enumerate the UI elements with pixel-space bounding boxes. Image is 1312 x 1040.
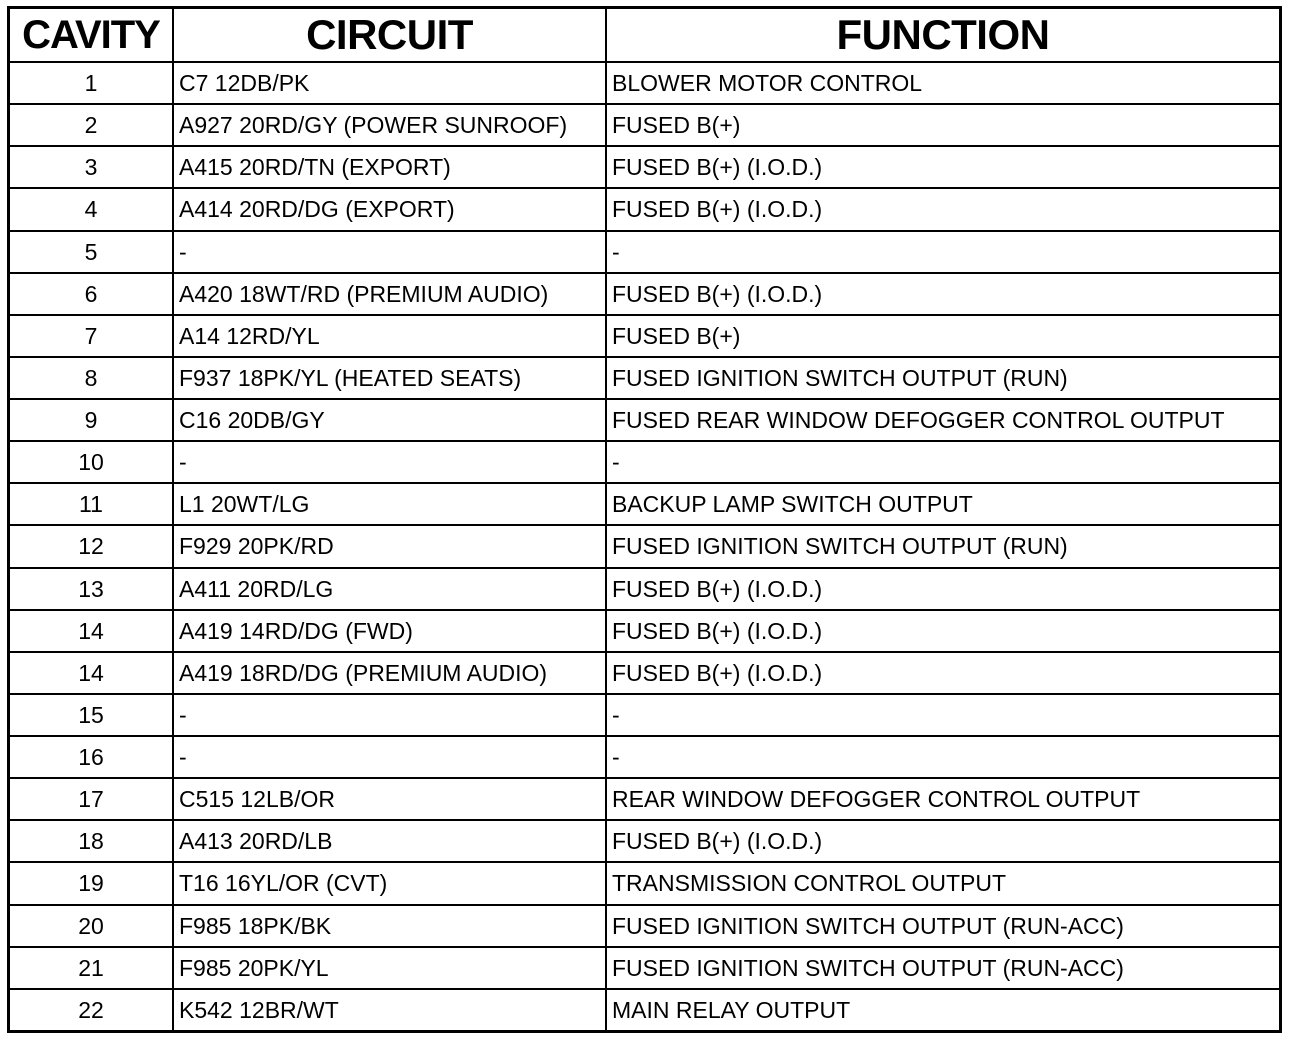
- header-circuit: CIRCUIT: [173, 9, 606, 62]
- cavity-cell: 13: [10, 568, 173, 610]
- table-row: [10, 778, 1279, 820]
- cavity-cell: 22: [10, 989, 173, 1030]
- cavity-cell: 18: [10, 820, 173, 862]
- cavity-cell: 19: [10, 862, 173, 904]
- cavity-cell: 21: [10, 947, 173, 989]
- function-cell: BLOWER MOTOR CONTROL: [606, 62, 1279, 104]
- table-row: [10, 610, 1279, 652]
- circuit-cell: T16 16YL/OR (CVT): [173, 862, 606, 904]
- table-header-row: [10, 9, 1279, 62]
- cavity-cell: 16: [10, 736, 173, 778]
- circuit-cell: C16 20DB/GY: [173, 399, 606, 441]
- function-cell: BACKUP LAMP SWITCH OUTPUT: [606, 483, 1279, 525]
- table-row: [10, 736, 1279, 778]
- cavity-cell: 5: [10, 231, 173, 273]
- table-row: [10, 273, 1279, 315]
- function-cell: FUSED B(+) (I.O.D.): [606, 568, 1279, 610]
- circuit-cell: A413 20RD/LB: [173, 820, 606, 862]
- cavity-cell: 9: [10, 399, 173, 441]
- table-row: [10, 820, 1279, 862]
- header-cavity: CAVITY: [10, 9, 173, 62]
- function-cell: -: [606, 441, 1279, 483]
- circuit-cell: K542 12BR/WT: [173, 989, 606, 1030]
- circuit-cell: L1 20WT/LG: [173, 483, 606, 525]
- table-row: [10, 357, 1279, 399]
- header-function: FUNCTION: [606, 9, 1279, 62]
- cavity-cell: 20: [10, 905, 173, 947]
- function-cell: TRANSMISSION CONTROL OUTPUT: [606, 862, 1279, 904]
- circuit-cell: C515 12LB/OR: [173, 778, 606, 820]
- cavity-cell: 12: [10, 525, 173, 567]
- circuit-cell: A927 20RD/GY (POWER SUNROOF): [173, 104, 606, 146]
- function-cell: FUSED B(+) (I.O.D.): [606, 146, 1279, 188]
- function-cell: -: [606, 231, 1279, 273]
- function-cell: FUSED B(+) (I.O.D.): [606, 188, 1279, 230]
- cavity-cell: 7: [10, 315, 173, 357]
- function-cell: FUSED B(+) (I.O.D.): [606, 273, 1279, 315]
- cavity-cell: 15: [10, 694, 173, 736]
- function-cell: REAR WINDOW DEFOGGER CONTROL OUTPUT: [606, 778, 1279, 820]
- function-cell: FUSED IGNITION SWITCH OUTPUT (RUN): [606, 357, 1279, 399]
- circuit-cell: F985 18PK/BK: [173, 905, 606, 947]
- table-row: [10, 905, 1279, 947]
- circuit-cell: -: [173, 736, 606, 778]
- circuit-cell: -: [173, 441, 606, 483]
- table-row: [10, 399, 1279, 441]
- function-cell: MAIN RELAY OUTPUT: [606, 989, 1279, 1030]
- function-cell: FUSED IGNITION SWITCH OUTPUT (RUN-ACC): [606, 905, 1279, 947]
- circuit-cell: A411 20RD/LG: [173, 568, 606, 610]
- circuit-cell: A419 14RD/DG (FWD): [173, 610, 606, 652]
- table-body: [10, 62, 1279, 1030]
- circuit-cell: F929 20PK/RD: [173, 525, 606, 567]
- table-row: [10, 441, 1279, 483]
- circuit-cell: A415 20RD/TN (EXPORT): [173, 146, 606, 188]
- circuit-cell: A14 12RD/YL: [173, 315, 606, 357]
- table-row: [10, 947, 1279, 989]
- function-cell: FUSED B(+) (I.O.D.): [606, 610, 1279, 652]
- cavity-cell: 8: [10, 357, 173, 399]
- function-cell: FUSED B(+): [606, 315, 1279, 357]
- circuit-cell: F985 20PK/YL: [173, 947, 606, 989]
- table-row: [10, 483, 1279, 525]
- cavity-cell: 14: [10, 652, 173, 694]
- function-cell: FUSED B(+): [606, 104, 1279, 146]
- table-row: [10, 525, 1279, 567]
- cavity-cell: 11: [10, 483, 173, 525]
- table-row: [10, 62, 1279, 104]
- cavity-cell: 14: [10, 610, 173, 652]
- table-row: [10, 188, 1279, 230]
- table-row: [10, 146, 1279, 188]
- circuit-cell: -: [173, 231, 606, 273]
- table-row: [10, 231, 1279, 273]
- table-row: [10, 862, 1279, 904]
- table-row: [10, 568, 1279, 610]
- circuit-cell: F937 18PK/YL (HEATED SEATS): [173, 357, 606, 399]
- circuit-cell: -: [173, 694, 606, 736]
- cavity-cell: 17: [10, 778, 173, 820]
- table-row: [10, 694, 1279, 736]
- function-cell: -: [606, 694, 1279, 736]
- cavity-cell: 6: [10, 273, 173, 315]
- cavity-cell: 2: [10, 104, 173, 146]
- function-cell: FUSED REAR WINDOW DEFOGGER CONTROL OUTPUT: [606, 399, 1279, 441]
- cavity-cell: 4: [10, 188, 173, 230]
- function-cell: FUSED IGNITION SWITCH OUTPUT (RUN): [606, 525, 1279, 567]
- function-cell: FUSED IGNITION SWITCH OUTPUT (RUN-ACC): [606, 947, 1279, 989]
- connector-pinout-table: [10, 9, 1279, 1030]
- table-row: [10, 104, 1279, 146]
- table-row: [10, 315, 1279, 357]
- function-cell: FUSED B(+) (I.O.D.): [606, 820, 1279, 862]
- circuit-cell: A414 20RD/DG (EXPORT): [173, 188, 606, 230]
- table-row: [10, 989, 1279, 1030]
- circuit-cell: C7 12DB/PK: [173, 62, 606, 104]
- circuit-cell: A420 18WT/RD (PREMIUM AUDIO): [173, 273, 606, 315]
- function-cell: -: [606, 736, 1279, 778]
- connector-pinout-table-frame: [7, 6, 1282, 1033]
- cavity-cell: 1: [10, 62, 173, 104]
- circuit-cell: A419 18RD/DG (PREMIUM AUDIO): [173, 652, 606, 694]
- table-row: [10, 652, 1279, 694]
- cavity-cell: 10: [10, 441, 173, 483]
- cavity-cell: 3: [10, 146, 173, 188]
- function-cell: FUSED B(+) (I.O.D.): [606, 652, 1279, 694]
